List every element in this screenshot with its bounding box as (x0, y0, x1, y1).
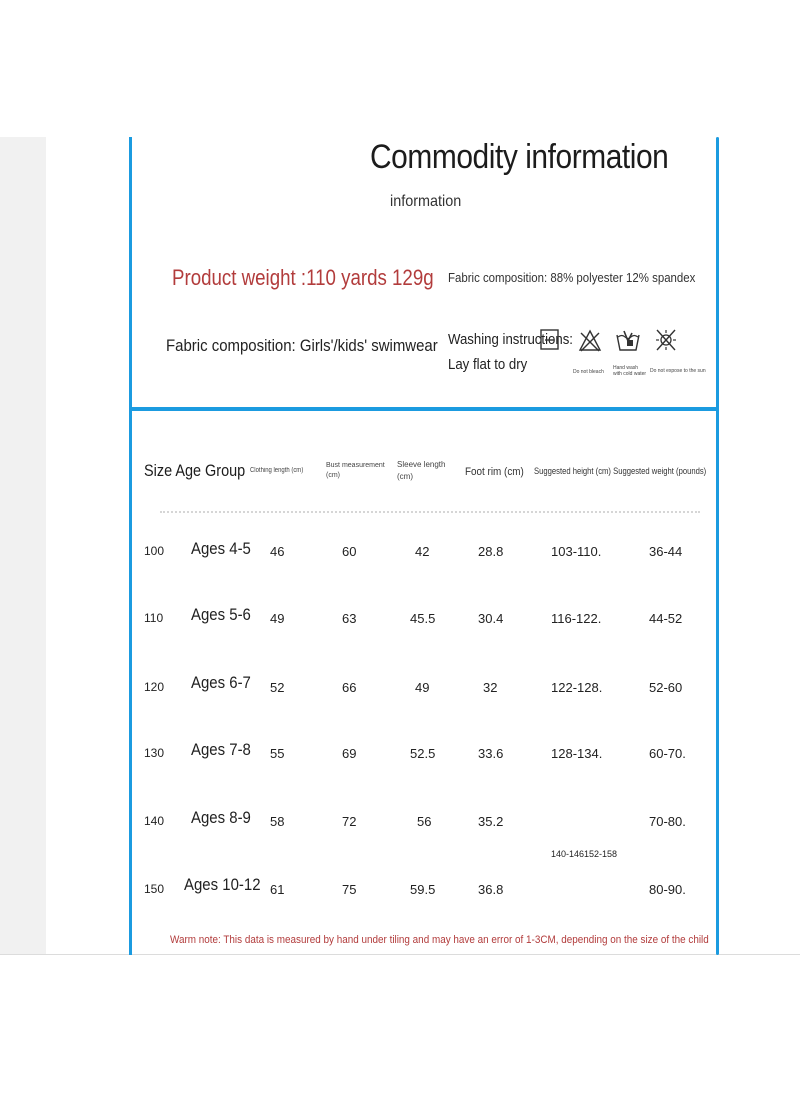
header-bust: Bust measurement (cm) (326, 462, 385, 479)
sleeve-cell: 59.5 (410, 882, 436, 897)
age-cell: Ages 7-8 (191, 740, 251, 759)
size-cell: 150 (144, 882, 165, 896)
page-bottom-divider (0, 954, 800, 955)
sleeve-cell: 45.5 (410, 611, 436, 626)
clothing-cell: 52 (270, 680, 285, 695)
size-cell: 130 (144, 746, 165, 760)
size-cell: 120 (144, 680, 165, 694)
sleeve-cell: 52.5 (410, 746, 436, 761)
washing-instructions-label: Washing instructions: (448, 331, 573, 348)
page-subtitle: information (390, 193, 462, 210)
lay-flat-instruction: Lay flat to dry (448, 356, 528, 373)
product-weight: Product weight :110 yards 129g (172, 265, 434, 290)
weight-cell: 52-60 (649, 680, 683, 695)
bust-cell: 63 (342, 611, 357, 626)
size-cell: 110 (144, 611, 164, 625)
sleeve-cell: 42 (415, 544, 430, 559)
clothing-cell: 55 (270, 746, 285, 761)
size-cell: 140 (144, 814, 165, 828)
weight-cell: 80-90. (649, 882, 686, 897)
foot-cell: 33.6 (478, 746, 504, 761)
section-divider (129, 407, 719, 411)
left-margin-strip (0, 137, 46, 955)
bust-cell: 72 (342, 814, 357, 829)
height-cell: 128-134. (551, 746, 603, 761)
sleeve-cell: 49 (415, 680, 430, 695)
height-cell: 116-122. (551, 611, 602, 626)
clothing-cell: 49 (270, 611, 285, 626)
weight-cell: 36-44 (649, 544, 683, 559)
header-sleeve: Sleeve length (cm) (397, 460, 446, 481)
merged-height-cell: 140-146152-158 (551, 849, 618, 859)
bust-cell: 69 (342, 746, 357, 761)
do-not-expose-to-sun-icon (655, 328, 677, 352)
header-dotted-divider (160, 511, 700, 513)
fabric-composition-secondary: Fabric composition: Girls'/kids' swimwear (166, 336, 438, 355)
frame-right-border (716, 137, 719, 955)
hand-wash-icon (615, 327, 641, 353)
do-not-bleach-icon (578, 329, 602, 353)
clothing-cell: 58 (270, 814, 285, 829)
height-cell: 122-128. (551, 680, 603, 695)
bust-cell: 66 (342, 680, 357, 695)
weight-cell: 44-52 (649, 611, 683, 626)
age-cell: Ages 8-9 (191, 808, 251, 827)
header-clothing-length: Clothing length (cm) (250, 467, 304, 474)
header-foot-rim: Foot rim (cm) (465, 466, 524, 478)
foot-cell: 36.8 (478, 882, 504, 897)
size-cell: 100 (144, 544, 165, 558)
header-suggested: Suggested height (cm) Suggested weight (pounds) (534, 466, 707, 476)
header-size-age: Size Age Group (144, 461, 246, 480)
bust-cell: 60 (342, 544, 357, 559)
do-not-expose-caption: Do not expose to the sun (650, 368, 706, 374)
bust-cell: 75 (342, 882, 357, 897)
page-title: Commodity information (370, 138, 669, 176)
hand-wash-caption: Hand wash with cold water (613, 365, 647, 377)
weight-cell: 60-70. (649, 746, 686, 761)
frame-left-border (129, 137, 132, 955)
foot-cell: 32 (483, 680, 498, 695)
foot-cell: 28.8 (478, 544, 504, 559)
age-cell: Ages 5-6 (191, 605, 251, 624)
foot-cell: 30.4 (478, 611, 504, 626)
foot-cell: 35.2 (478, 814, 504, 829)
weight-cell: 70-80. (649, 814, 686, 829)
lay-flat-icon (540, 329, 560, 351)
age-cell: Ages 4-5 (191, 539, 251, 558)
warm-note: Warm note: This data is measured by hand under tiling and may have an error of 1-3CM, depending on the size of the child (170, 934, 709, 946)
clothing-cell: 61 (270, 882, 285, 897)
do-not-bleach-caption: Do not bleach (573, 369, 604, 375)
clothing-cell: 46 (270, 544, 285, 559)
age-cell: Ages 10-12 (184, 875, 261, 894)
height-cell: 103-110. (551, 544, 602, 559)
age-cell: Ages 6-7 (191, 673, 251, 692)
sleeve-cell: 56 (417, 814, 432, 829)
fabric-composition-primary: Fabric composition: 88% polyester 12% spandex (448, 270, 696, 285)
